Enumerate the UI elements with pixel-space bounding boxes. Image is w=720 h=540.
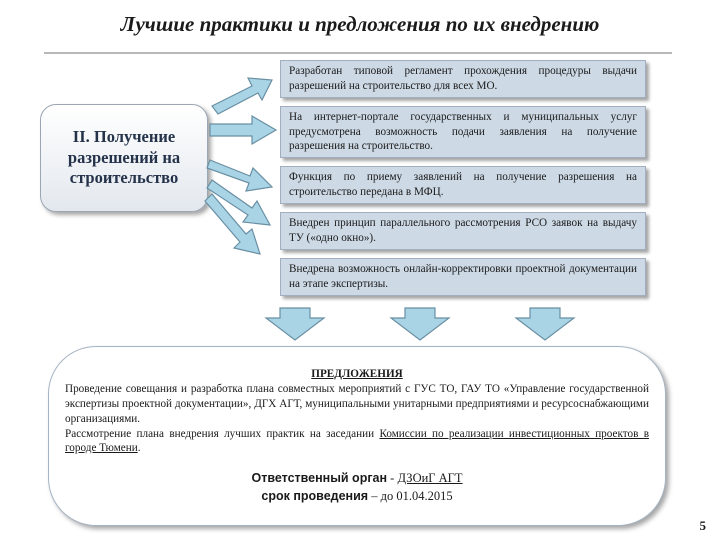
proposal-text-2 xyxy=(65,427,649,457)
down-arrow-icon xyxy=(516,308,574,340)
section-title-line1: II. Получение xyxy=(72,127,176,147)
responsible-sep: - xyxy=(387,471,398,485)
deadline-line xyxy=(49,487,665,505)
responsible-block xyxy=(49,469,665,505)
practice-item: Внедрен принцип параллельного рассмотрения РСО заявок на выдачу ТУ («одно окно»). xyxy=(280,212,646,250)
practice-item: Разработан типовой регламент прохождения процедуры выдачи разрешений на строительство для всех МО. xyxy=(280,60,646,98)
proposal-text-2-end: . xyxy=(137,442,141,455)
practice-item: Функция по приему заявлений на получение разрешения на строительство передана в МФЦ. xyxy=(280,166,646,204)
arrow-icon xyxy=(210,116,276,144)
practice-item: На интернет-портале государственных и муниципальных услуг предусмотрена возможность подачи заявления на получение разрешения на строительство. xyxy=(280,106,646,158)
down-arrow-icon xyxy=(266,308,324,340)
section-title-line3: строительство xyxy=(69,168,179,188)
proposals-panel xyxy=(48,346,666,526)
proposal-text-1: Проведение совещания и разработка плана совместных мероприятий с ГУС ТО, ГАУ ТО «Управление государственной экспертизы проектной документации», ДГХ АГТ, муниципальными унитарными предприятиями и ресурсоснабжающими организациями. xyxy=(65,382,649,425)
responsible-line xyxy=(49,469,665,487)
practice-item: Внедрена возможность онлайн-корректировки проектной документации на этапе экспертизы. xyxy=(280,258,646,296)
page-title: Лучшие практики и предложения по их внедрению xyxy=(120,12,600,36)
section-title-line2: разрешений на xyxy=(67,147,181,167)
commission-name: Комиссии по реализации инвестиционных проектов в городе Тюмени xyxy=(65,427,649,455)
proposals-body xyxy=(65,367,649,456)
page-number: 5 xyxy=(699,518,706,533)
responsible-label: Ответственный орган xyxy=(251,471,388,485)
down-arrow-icon xyxy=(391,308,449,340)
proposals-heading: ПРЕДЛОЖЕНИЯ xyxy=(311,368,403,380)
deadline-label: срок проведения xyxy=(261,489,369,504)
arrow-icon xyxy=(212,78,272,114)
responsible-value: ДЗОиГ АГТ xyxy=(397,471,463,485)
proposal-text-2-plain: Рассмотрение плана внедрения лучших практик на заседании xyxy=(65,427,380,440)
deadline-value: – до 01.04.2015 xyxy=(368,489,453,504)
